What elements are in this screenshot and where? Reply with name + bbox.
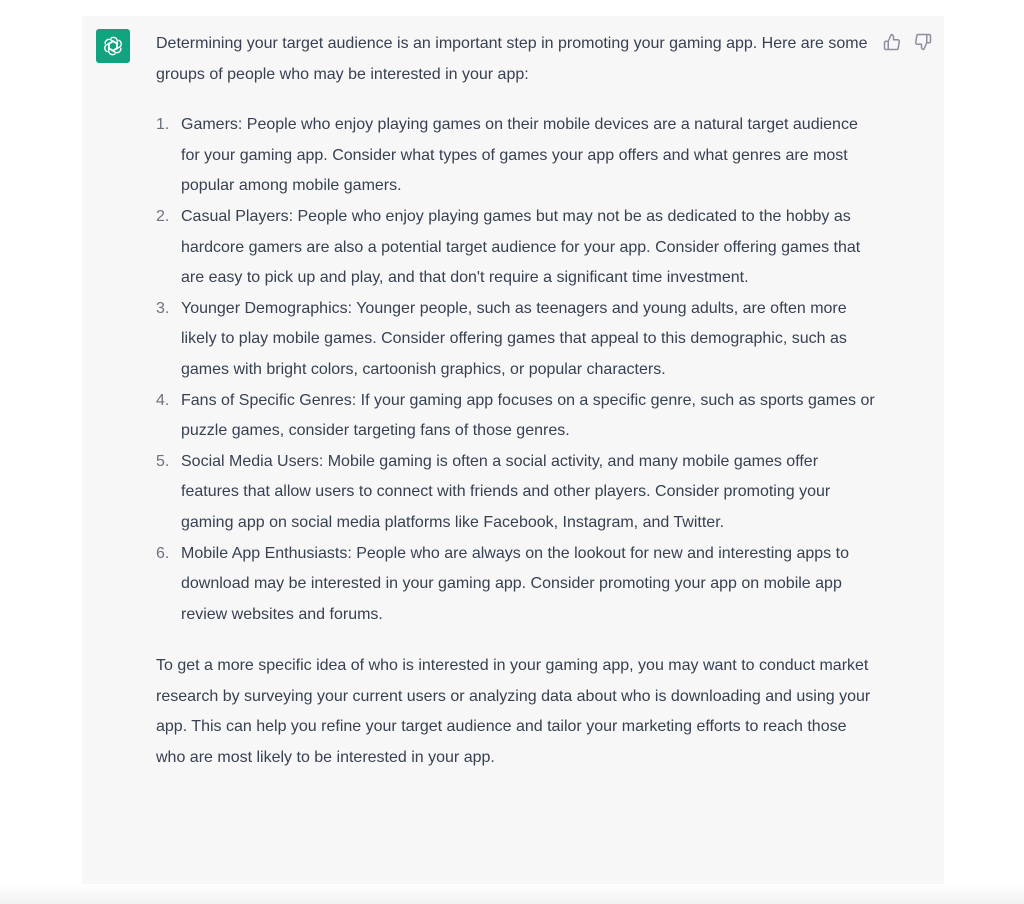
list-number: 1.	[156, 116, 170, 134]
list-number: 4.	[156, 391, 170, 409]
list-item	[156, 539, 876, 631]
list-number: 5.	[156, 452, 170, 470]
thumbs-down-icon	[914, 33, 932, 51]
assistant-avatar	[96, 29, 130, 63]
list-item-text: Mobile App Enthusiasts: People who are always on the lookout for new and interesting apps to download may be interested in your gaming app. Consider promoting your app on mobile app review websites and forums.	[181, 544, 849, 623]
list-item	[156, 447, 876, 539]
audience-list	[156, 110, 876, 630]
list-number: 2.	[156, 207, 170, 225]
message-conclusion: To get a more specific idea of who is interested in your gaming app, you may want to conduct market research by surveying your current users or analyzing data about who is downloading and using your app. This can help you refine your target audience and tailor your marketing efforts to reach those who are most likely to be interested in your app.	[156, 657, 871, 767]
assistant-message	[82, 16, 944, 884]
thumbs-up-button[interactable]	[882, 31, 902, 53]
thumbs-down-button[interactable]	[913, 31, 933, 53]
list-item	[156, 202, 876, 294]
list-item-text: Fans of Specific Genres: If your gaming app focuses on a specific genre, such as sports games or puzzle games, consider targeting fans of those genres.	[181, 391, 875, 440]
feedback-buttons	[882, 31, 933, 53]
list-item-text: Gamers: People who enjoy playing games on their mobile devices are a natural target audience for your gaming app. Consider what types of games your app offers and what genres are most popular among mobile gamers.	[181, 116, 858, 195]
message-intro: Determining your target audience is an important step in promoting your gaming app. Here are some groups of people who may be interested in your app:	[156, 35, 868, 83]
openai-logo-icon	[102, 35, 124, 57]
list-item	[156, 386, 876, 447]
list-item-text: Younger Demographics: Younger people, such as teenagers and young adults, are often more likely to play mobile games. Consider offering games that appeal to this demographic, such as games with bright colors, cartoonish graphics, or popular characters.	[181, 299, 847, 378]
list-item-text: Casual Players: People who enjoy playing games but may not be as dedicated to the hobby as hardcore gamers are also a potential target audience for your app. Consider offering games that are easy to pick up and play, and that don't require a significant time investment.	[181, 207, 861, 287]
list-number: 6.	[156, 544, 170, 562]
message-content	[156, 29, 876, 774]
list-item	[156, 294, 876, 386]
bottom-edge	[0, 884, 1024, 904]
list-item	[156, 110, 876, 202]
thumbs-up-icon	[883, 33, 901, 51]
list-number: 3.	[156, 299, 170, 317]
list-item-text: Social Media Users: Mobile gaming is often a social activity, and many mobile games offer features that allow users to connect with friends and other players. Consider promoting your gaming app on social media platforms like Facebook, Instagram, and Twitter.	[181, 452, 831, 531]
